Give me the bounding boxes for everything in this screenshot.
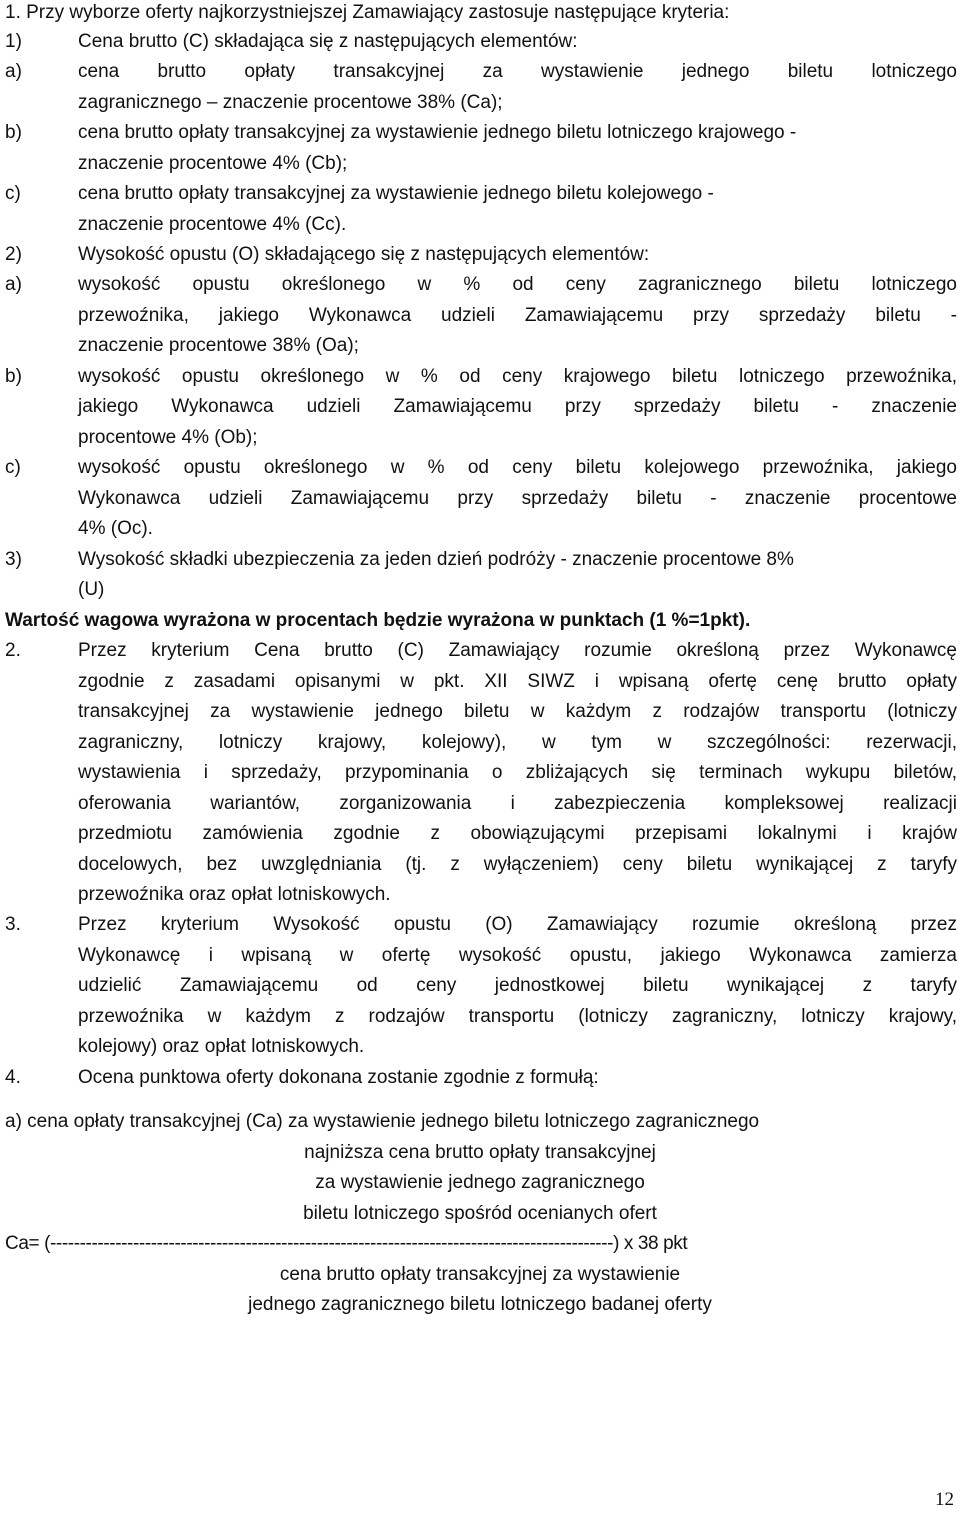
criterion-2b-text-2: jakiego Wykonawca udzieli Zamawiającemu przy sprzedaży biletu - znaczenie: [78, 396, 957, 417]
criterion-2: [0, 240, 957, 270]
criterion-1a-text-1: cena brutto opłaty transakcyjnej za wystawienie jednego biletu lotniczego: [78, 61, 957, 82]
criterion-3-text-2: (U): [78, 579, 105, 600]
criterion-1c-line-2: [0, 210, 957, 240]
criterion-2-number: 2): [5, 244, 22, 265]
formula-denominator-line-2: jednego zagranicznego biletu lotniczego badanej oferty: [248, 1294, 712, 1315]
section-3-number: 3.: [5, 914, 21, 935]
criterion-2a-text-3: znaczenie procentowe 38% (Oa);: [78, 335, 359, 356]
formula-numerator-line-1: najniższa cena brutto opłaty transakcyjnej: [304, 1142, 656, 1163]
section-2-line-9: [0, 880, 957, 910]
criterion-1b-line-1: [0, 118, 957, 148]
criterion-2b-marker: b): [5, 366, 22, 387]
criterion-1a-line-2: [0, 88, 957, 118]
criterion-1b-marker: b): [5, 122, 22, 143]
section-2-text-1: Przez kryterium Cena brutto (C) Zamawiający rozumie określoną przez Wykonawcę: [78, 640, 957, 661]
criterion-2a-line-2: [0, 301, 957, 331]
criterion-2a-text-1: wysokość opustu określonego w % od ceny zagranicznego biletu lotniczego: [78, 274, 957, 295]
criterion-1a-text-2: zagranicznego – znaczenie procentowe 38% (Ca);: [78, 92, 503, 113]
criterion-2b-line-3: [0, 423, 957, 453]
section-2-text-3: transakcyjnej za wystawienie jednego biletu w każdym z rodzajów transportu (lotniczy: [78, 701, 957, 722]
criterion-1c-marker: c): [5, 183, 21, 204]
criterion-2c-line-3: [0, 514, 957, 544]
section-2-line-5: [0, 758, 957, 788]
criterion-2c-text-2: Wykonawca udzieli Zamawiającemu przy sprzedaży biletu - znaczenie procentowe: [78, 488, 957, 509]
section-2-line-4: [0, 728, 957, 758]
section-3-line-5: [0, 1032, 957, 1062]
weight-note: [0, 606, 957, 636]
criterion-2c-line-1: [0, 453, 957, 483]
section-1-intro: [0, 0, 957, 28]
section-1-intro-text: 1. Przy wyborze oferty najkorzystniejszej Zamawiający zastosuje następujące kryteria:: [5, 2, 730, 23]
criterion-2c-marker: c): [5, 457, 21, 478]
section-4-number: 4.: [5, 1067, 21, 1088]
criterion-1c-text-2: znaczenie procentowe 4% (Cc).: [78, 214, 347, 235]
formula-heading-text: a) cena opłaty transakcyjnej (Ca) za wystawienie jednego biletu lotniczego zagranicznego: [5, 1111, 760, 1132]
section-3-text-4: przewoźnika w każdym z rodzajów transportu (lotniczy zagraniczny, lotniczy krajowy,: [78, 1006, 957, 1027]
section-2-text-6: oferowania wariantów, zorganizowania i zabezpieczenia kompleksowej realizacji: [78, 793, 957, 814]
criterion-2b-text-3: procentowe 4% (Ob);: [78, 427, 258, 448]
criterion-1a-marker: a): [5, 61, 22, 82]
criterion-3-line-2: [0, 575, 957, 605]
criterion-2a-line-1: [0, 270, 957, 300]
section-2-text-7: przedmiotu zamówienia zgodnie z obowiązującymi przepisami lokalnymi i krajów: [78, 823, 957, 844]
criterion-2-text: Wysokość opustu (O) składającego się z następujących elementów:: [78, 244, 650, 265]
criterion-1-number: 1): [5, 31, 22, 52]
criterion-2a-line-3: [0, 331, 957, 361]
section-2-text-5: wystawienia i sprzedaży, przypominania o zbliżających się terminach wykupu biletów,: [78, 762, 957, 783]
criterion-1a-line-1: [0, 57, 957, 87]
criterion-1b-text-2: znaczenie procentowe 4% (Cb);: [78, 153, 348, 174]
section-2-text-2: zgodnie z zasadami opisanymi w pkt. XII SIWZ i wpisaną ofertę cenę brutto opłaty: [78, 671, 957, 692]
criterion-2c-text-1: wysokość opustu określonego w % od ceny biletu kolejowego przewoźnika, jakiego: [78, 457, 957, 478]
section-3-line-1: [0, 910, 957, 940]
criterion-1-text: Cena brutto (C) składająca się z następujących elementów:: [78, 31, 578, 52]
section-2-text-8: docelowych, bez uwzględniania (tj. z wyłączeniem) ceny biletu wynikającej z taryfy: [78, 854, 957, 875]
section-3-line-4: [0, 1002, 957, 1032]
criterion-2b-line-1: [0, 362, 957, 392]
formula-line-text: Ca= (-----------------------------------------------------------------------------------------------) x 38 pkt: [5, 1233, 688, 1254]
section-2-line-7: [0, 819, 957, 849]
section-3-text-3: udzielić Zamawiającemu od ceny jednostkowej biletu wynikającej z taryfy: [78, 975, 957, 996]
section-4-text: Ocena punktowa oferty dokonana zostanie zgodnie z formułą:: [78, 1067, 599, 1088]
page-number: 12: [935, 1489, 954, 1510]
section-2-text-9: przewoźnika oraz opłat lotniskowych.: [78, 884, 391, 905]
criterion-1c-line-1: [0, 179, 957, 209]
criterion-1c-text-1: cena brutto opłaty transakcyjnej za wystawienie jednego biletu kolejowego -: [78, 183, 714, 204]
criterion-2c-text-3: 4% (Oc).: [78, 518, 153, 539]
section-2-line-6: [0, 789, 957, 819]
criterion-1b-text-1: cena brutto opłaty transakcyjnej za wystawienie jednego biletu lotniczego krajowego -: [78, 122, 797, 143]
section-2-line-2: [0, 667, 957, 697]
criterion-2a-text-2: przewoźnika, jakiego Wykonawca udzieli Zamawiającemu przy sprzedaży biletu -: [78, 305, 957, 326]
section-2-line-3: [0, 697, 957, 727]
criterion-1: [0, 27, 957, 57]
criterion-2b-text-1: wysokość opustu określonego w % od ceny krajowego biletu lotniczego przewoźnika,: [78, 366, 957, 387]
criterion-2c-line-2: [0, 484, 957, 514]
formula-numerator-line-3: biletu lotniczego spośród ocenianych ofert: [303, 1203, 657, 1224]
criterion-2a-marker: a): [5, 274, 22, 295]
formula-heading: [0, 1107, 957, 1137]
formula-numerator-line-2: za wystawienie jednego zagranicznego: [315, 1172, 645, 1193]
section-3-text-2: Wykonawcę i wpisaną w ofertę wysokość opustu, jakiego Wykonawca zamierza: [78, 945, 957, 966]
section-2-line-8: [0, 850, 957, 880]
criterion-2b-line-2: [0, 392, 957, 422]
weight-note-text: Wartość wagowa wyrażona w procentach będzie wyrażona w punktach (1 %=1pkt).: [5, 610, 751, 631]
section-2-line-1: [0, 636, 957, 666]
formula-denominator-line-1: cena brutto opłaty transakcyjnej za wystawienie: [279, 1264, 681, 1285]
formula-line: [0, 1229, 957, 1259]
section-2-number: 2.: [5, 640, 21, 661]
criterion-3-number: 3): [5, 549, 22, 570]
criterion-3-line-1: [0, 545, 957, 575]
criterion-1b-line-2: [0, 149, 957, 179]
section-4: [0, 1063, 957, 1093]
section-3-text-5: kolejowy) oraz opłat lotniskowych.: [78, 1036, 365, 1057]
section-3-text-1: Przez kryterium Wysokość opustu (O) Zamawiający rozumie określoną przez: [78, 914, 957, 935]
section-3-line-2: [0, 941, 957, 971]
section-2-text-4: zagraniczny, lotniczy krajowy, kolejowy), w tym w szczególności: rezerwacji,: [78, 732, 957, 753]
section-3-line-3: [0, 971, 957, 1001]
criterion-3-text-1: Wysokość składki ubezpieczenia za jeden dzień podróży - znaczenie procentowe 8%: [78, 549, 794, 570]
